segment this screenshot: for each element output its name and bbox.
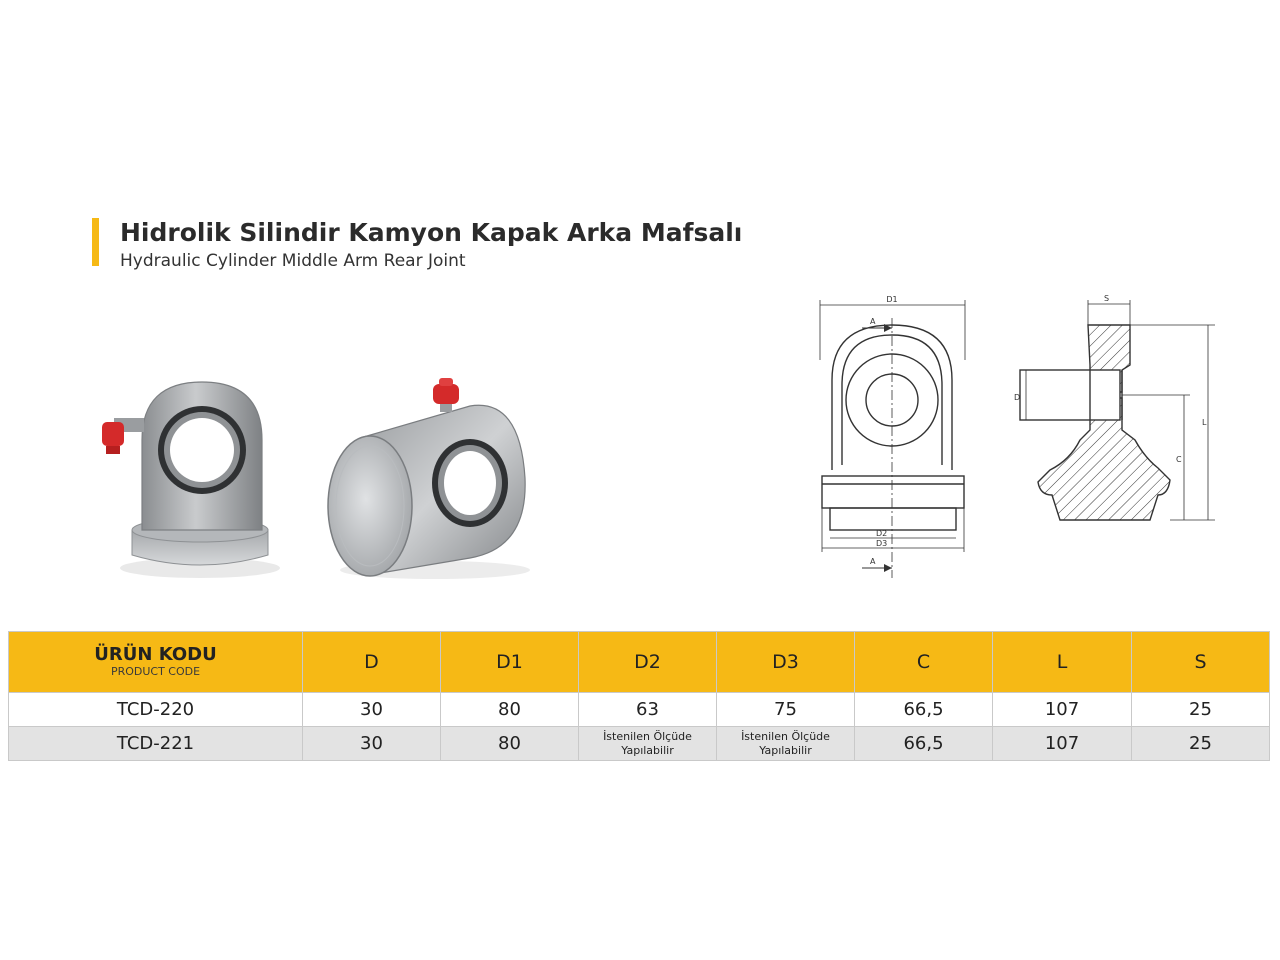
header-product-code-en: PRODUCT CODE [110,665,201,678]
header-c: C [855,632,993,693]
cell-d: 30 [303,727,441,761]
label-l: L [1202,418,1207,427]
cell-d: 30 [303,693,441,727]
cell-d3: 75 [717,693,855,727]
cell-s: 25 [1132,727,1270,761]
label-a-top: A [870,317,876,326]
cell-c: 66,5 [855,727,993,761]
spec-table [8,631,1270,761]
cell-d2-line2: Yapılabilir [621,743,674,757]
technical-drawing-section [1010,290,1230,540]
technical-drawing-front [800,290,980,580]
cell-d1: 80 [441,693,579,727]
label-s: S [1104,294,1110,303]
header-d: D [303,632,441,693]
cell-code: TCD-221 [9,727,303,761]
title-accent-bar [92,218,99,266]
product-photo-front [92,370,292,585]
header-s: S [1132,632,1270,693]
label-d3: D3 [876,539,888,548]
cell-s: 25 [1132,693,1270,727]
header-d2: D2 [579,632,717,693]
table-row [9,693,1270,727]
header-l: L [993,632,1132,693]
header-product-code [9,632,303,693]
header-product-code-tr: ÜRÜN KODU [94,644,217,665]
cell-d1: 80 [441,727,579,761]
label-a-bottom: A [870,557,876,566]
cell-d2-line1: İstenilen Ölçüde [603,729,692,743]
cell-d3-line2: Yapılabilir [759,743,812,757]
header-d1: D1 [441,632,579,693]
table-header-row [9,632,1270,693]
label-c: C [1176,455,1182,464]
label-d2: D2 [876,529,888,538]
label-d1: D1 [886,295,898,304]
cell-l: 107 [993,727,1132,761]
cell-d3 [717,727,855,761]
header-d3: D3 [717,632,855,693]
cell-d2 [579,727,717,761]
cell-d3-line1: İstenilen Ölçüde [741,729,830,743]
cell-code: TCD-220 [9,693,303,727]
table-row [9,727,1270,761]
cell-l: 107 [993,693,1132,727]
page-subtitle: Hydraulic Cylinder Middle Arm Rear Joint [120,251,466,271]
cell-c: 66,5 [855,693,993,727]
page-title: Hidrolik Silindir Kamyon Kapak Arka Mafsalı [120,218,743,247]
cell-d2: 63 [579,693,717,727]
product-photo-angled [320,378,550,583]
label-d: D [1014,393,1021,402]
